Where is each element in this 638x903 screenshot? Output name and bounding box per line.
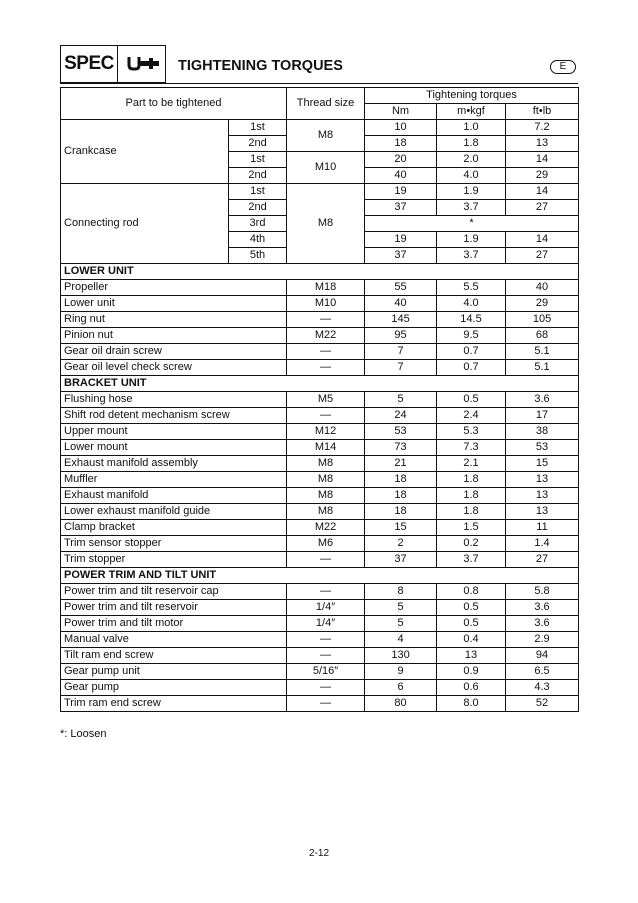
ftlb-cell: 38	[506, 424, 579, 440]
table-row	[61, 344, 579, 360]
ftlb-cell: 105	[506, 312, 579, 328]
ftlb-cell: 4.3	[506, 680, 579, 696]
nm-cell: 5	[365, 600, 437, 616]
mkgf-cell: 1.8	[437, 472, 506, 488]
spec-badge	[60, 45, 166, 83]
mkgf-cell: 4.0	[437, 168, 506, 184]
table-row	[61, 296, 579, 312]
mkgf-cell: 0.6	[437, 680, 506, 696]
section-header-row	[61, 264, 579, 280]
mkgf-cell: 3.7	[437, 248, 506, 264]
thread-cell: M10	[287, 296, 365, 312]
thread-cell: —	[287, 344, 365, 360]
part-cell: Pinion nut	[61, 328, 287, 344]
part-cell: Muffler	[61, 472, 287, 488]
step-cell: 2nd	[229, 136, 287, 152]
table-row	[61, 280, 579, 296]
nm-cell: 2	[365, 536, 437, 552]
mkgf-cell: 0.4	[437, 632, 506, 648]
table-row	[61, 408, 579, 424]
part-cell: Power trim and tilt reservoir cap	[61, 584, 287, 600]
step-cell: 2nd	[229, 168, 287, 184]
thread-cell: —	[287, 632, 365, 648]
ftlb-cell: 29	[506, 296, 579, 312]
nm-cell: 37	[365, 248, 437, 264]
thread-cell: —	[287, 312, 365, 328]
part-cell: Power trim and tilt reservoir	[61, 600, 287, 616]
ftlb-cell: 13	[506, 472, 579, 488]
thread-cell: —	[287, 552, 365, 568]
ftlb-cell: 6.5	[506, 664, 579, 680]
mkgf-cell: 0.2	[437, 536, 506, 552]
step-cell: 2nd	[229, 200, 287, 216]
nm-cell: 53	[365, 424, 437, 440]
table-row	[61, 664, 579, 680]
nm-cell: 18	[365, 472, 437, 488]
part-cell: Flushing hose	[61, 392, 287, 408]
page-title: TIGHTENING TORQUES	[178, 58, 343, 74]
thread-cell: —	[287, 648, 365, 664]
part-cell: Propeller	[61, 280, 287, 296]
nm-cell: 18	[365, 504, 437, 520]
section-title: BRACKET UNIT	[61, 376, 579, 392]
section-header-row	[61, 376, 579, 392]
part-cell: Gear oil drain screw	[61, 344, 287, 360]
ftlb-cell: 27	[506, 552, 579, 568]
mkgf-cell: 5.5	[437, 280, 506, 296]
col-thread-header: Thread size	[287, 88, 365, 120]
table-row	[61, 696, 579, 712]
thread-cell: M6	[287, 536, 365, 552]
thread-cell: —	[287, 584, 365, 600]
part-cell: Trim stopper	[61, 552, 287, 568]
nm-cell: 21	[365, 456, 437, 472]
ftlb-cell: 13	[506, 488, 579, 504]
part-cell: Exhaust manifold	[61, 488, 287, 504]
col-ftlb-header: ft•lb	[506, 104, 579, 120]
thread-cell: M22	[287, 520, 365, 536]
ftlb-cell: 13	[506, 504, 579, 520]
nm-cell: 73	[365, 440, 437, 456]
thread-cell: —	[287, 696, 365, 712]
thread-cell: —	[287, 408, 365, 424]
mkgf-cell: 1.8	[437, 136, 506, 152]
page-number: 2-12	[308, 848, 329, 859]
nm-cell: 18	[365, 136, 437, 152]
table-row	[61, 616, 579, 632]
nm-cell: 20	[365, 152, 437, 168]
part-cell: Gear pump unit	[61, 664, 287, 680]
mkgf-cell: 0.5	[437, 600, 506, 616]
section-title: LOWER UNIT	[61, 264, 579, 280]
spec-label: SPEC	[61, 46, 118, 82]
torque-table	[60, 87, 579, 712]
ftlb-cell: 3.6	[506, 600, 579, 616]
crankcase-label: Crankcase	[61, 120, 229, 184]
nm-cell: 37	[365, 552, 437, 568]
mkgf-cell: 2.4	[437, 408, 506, 424]
part-cell: Power trim and tilt motor	[61, 616, 287, 632]
thread-cell: 5/16″	[287, 664, 365, 680]
mkgf-cell: 0.5	[437, 616, 506, 632]
mkgf-cell: 7.3	[437, 440, 506, 456]
table-row	[61, 456, 579, 472]
table-header-row	[61, 88, 579, 104]
step-cell: 1st	[229, 120, 287, 136]
mkgf-cell: 1.0	[437, 120, 506, 136]
step-cell: 1st	[229, 184, 287, 200]
table-row	[61, 440, 579, 456]
mkgf-cell: 0.8	[437, 584, 506, 600]
section-title: POWER TRIM AND TILT UNIT	[61, 568, 579, 584]
ftlb-cell: 13	[506, 136, 579, 152]
part-cell: Lower exhaust manifold guide	[61, 504, 287, 520]
thread-cell: M8	[287, 120, 365, 152]
thread-cell: 1/4″	[287, 616, 365, 632]
mkgf-cell: 8.0	[437, 696, 506, 712]
nm-cell: 5	[365, 616, 437, 632]
thread-cell: M8	[287, 504, 365, 520]
table-row	[61, 472, 579, 488]
table-row	[61, 392, 579, 408]
ftlb-cell: 14	[506, 184, 579, 200]
mkgf-cell: 3.7	[437, 200, 506, 216]
mkgf-cell: 5.3	[437, 424, 506, 440]
col-mkgf-header: m•kgf	[437, 104, 506, 120]
mkgf-cell: 4.0	[437, 296, 506, 312]
nm-cell: 6	[365, 680, 437, 696]
part-cell: Exhaust manifold assembly	[61, 456, 287, 472]
nm-cell: 5	[365, 392, 437, 408]
table-row	[61, 680, 579, 696]
nm-cell: 19	[365, 232, 437, 248]
step-cell: 1st	[229, 152, 287, 168]
nm-cell: 18	[365, 488, 437, 504]
section-header-row	[61, 568, 579, 584]
part-cell: Upper mount	[61, 424, 287, 440]
mkgf-cell: 1.9	[437, 232, 506, 248]
language-badge: E	[550, 60, 576, 74]
ftlb-cell: 1.4	[506, 536, 579, 552]
footnote: *: Loosen	[60, 728, 107, 740]
connecting-rod-label: Connecting rod	[61, 184, 229, 264]
header-rule	[60, 83, 578, 84]
mkgf-cell: 1.8	[437, 488, 506, 504]
thread-cell: M8	[287, 184, 365, 264]
ftlb-cell: 3.6	[506, 616, 579, 632]
thread-cell: M18	[287, 280, 365, 296]
ftlb-cell: 52	[506, 696, 579, 712]
table-row	[61, 120, 579, 136]
step-cell: 3rd	[229, 216, 287, 232]
ftlb-cell: 94	[506, 648, 579, 664]
step-cell: 4th	[229, 232, 287, 248]
col-part-header: Part to be tightened	[61, 88, 287, 120]
thread-cell: M8	[287, 488, 365, 504]
table-row	[61, 632, 579, 648]
part-cell: Ring nut	[61, 312, 287, 328]
part-cell: Gear pump	[61, 680, 287, 696]
ftlb-cell: 2.9	[506, 632, 579, 648]
nm-cell: 24	[365, 408, 437, 424]
mkgf-cell: 1.8	[437, 504, 506, 520]
torque-wrench-icon	[118, 46, 165, 82]
thread-cell: —	[287, 680, 365, 696]
ftlb-cell: 15	[506, 456, 579, 472]
mkgf-cell: 9.5	[437, 328, 506, 344]
table-row	[61, 600, 579, 616]
mkgf-cell: 0.7	[437, 344, 506, 360]
part-cell: Trim sensor stopper	[61, 536, 287, 552]
nm-cell: 80	[365, 696, 437, 712]
ftlb-cell: 11	[506, 520, 579, 536]
ftlb-cell: 5.1	[506, 344, 579, 360]
nm-cell: 7	[365, 360, 437, 376]
mkgf-cell: 0.9	[437, 664, 506, 680]
part-cell: Manual valve	[61, 632, 287, 648]
thread-cell: M12	[287, 424, 365, 440]
mkgf-cell: 13	[437, 648, 506, 664]
nm-cell: 7	[365, 344, 437, 360]
ftlb-cell: 27	[506, 200, 579, 216]
nm-cell: 40	[365, 168, 437, 184]
nm-cell: 4	[365, 632, 437, 648]
table-row	[61, 584, 579, 600]
mkgf-cell: 2.0	[437, 152, 506, 168]
mkgf-cell: 3.7	[437, 552, 506, 568]
ftlb-cell: 14	[506, 232, 579, 248]
ftlb-cell: 17	[506, 408, 579, 424]
table-row	[61, 648, 579, 664]
ftlb-cell: 53	[506, 440, 579, 456]
mkgf-cell: 14.5	[437, 312, 506, 328]
table-row	[61, 360, 579, 376]
step-cell: 5th	[229, 248, 287, 264]
ftlb-cell: 40	[506, 280, 579, 296]
part-cell: Trim ram end screw	[61, 696, 287, 712]
mkgf-cell: 1.5	[437, 520, 506, 536]
mkgf-cell: 1.9	[437, 184, 506, 200]
nm-cell: 9	[365, 664, 437, 680]
part-cell: Tilt ram end screw	[61, 648, 287, 664]
loosen-cell: *	[365, 216, 579, 232]
nm-cell: 19	[365, 184, 437, 200]
ftlb-cell: 3.6	[506, 392, 579, 408]
nm-cell: 95	[365, 328, 437, 344]
thread-cell: M22	[287, 328, 365, 344]
table-row	[61, 424, 579, 440]
part-cell: Shift rod detent mechanism screw	[61, 408, 287, 424]
ftlb-cell: 29	[506, 168, 579, 184]
thread-cell: M8	[287, 456, 365, 472]
part-cell: Gear oil level check screw	[61, 360, 287, 376]
thread-cell: —	[287, 360, 365, 376]
ftlb-cell: 5.1	[506, 360, 579, 376]
thread-cell: 1/4″	[287, 600, 365, 616]
col-torques-header: Tightening torques	[365, 88, 579, 104]
nm-cell: 145	[365, 312, 437, 328]
table-row	[61, 184, 579, 200]
ftlb-cell: 7.2	[506, 120, 579, 136]
ftlb-cell: 5.8	[506, 584, 579, 600]
part-cell: Lower mount	[61, 440, 287, 456]
nm-cell: 15	[365, 520, 437, 536]
table-row	[61, 504, 579, 520]
table-row	[61, 536, 579, 552]
col-nm-header: Nm	[365, 104, 437, 120]
mkgf-cell: 0.7	[437, 360, 506, 376]
mkgf-cell: 0.5	[437, 392, 506, 408]
nm-cell: 10	[365, 120, 437, 136]
part-cell: Clamp bracket	[61, 520, 287, 536]
ftlb-cell: 27	[506, 248, 579, 264]
table-row	[61, 488, 579, 504]
ftlb-cell: 14	[506, 152, 579, 168]
nm-cell: 8	[365, 584, 437, 600]
part-cell: Lower unit	[61, 296, 287, 312]
thread-cell: M5	[287, 392, 365, 408]
table-row	[61, 552, 579, 568]
ftlb-cell: 68	[506, 328, 579, 344]
nm-cell: 37	[365, 200, 437, 216]
mkgf-cell: 2.1	[437, 456, 506, 472]
nm-cell: 55	[365, 280, 437, 296]
nm-cell: 130	[365, 648, 437, 664]
table-row	[61, 520, 579, 536]
table-row	[61, 328, 579, 344]
nm-cell: 40	[365, 296, 437, 312]
thread-cell: M14	[287, 440, 365, 456]
thread-cell: M8	[287, 472, 365, 488]
table-row	[61, 312, 579, 328]
thread-cell: M10	[287, 152, 365, 184]
